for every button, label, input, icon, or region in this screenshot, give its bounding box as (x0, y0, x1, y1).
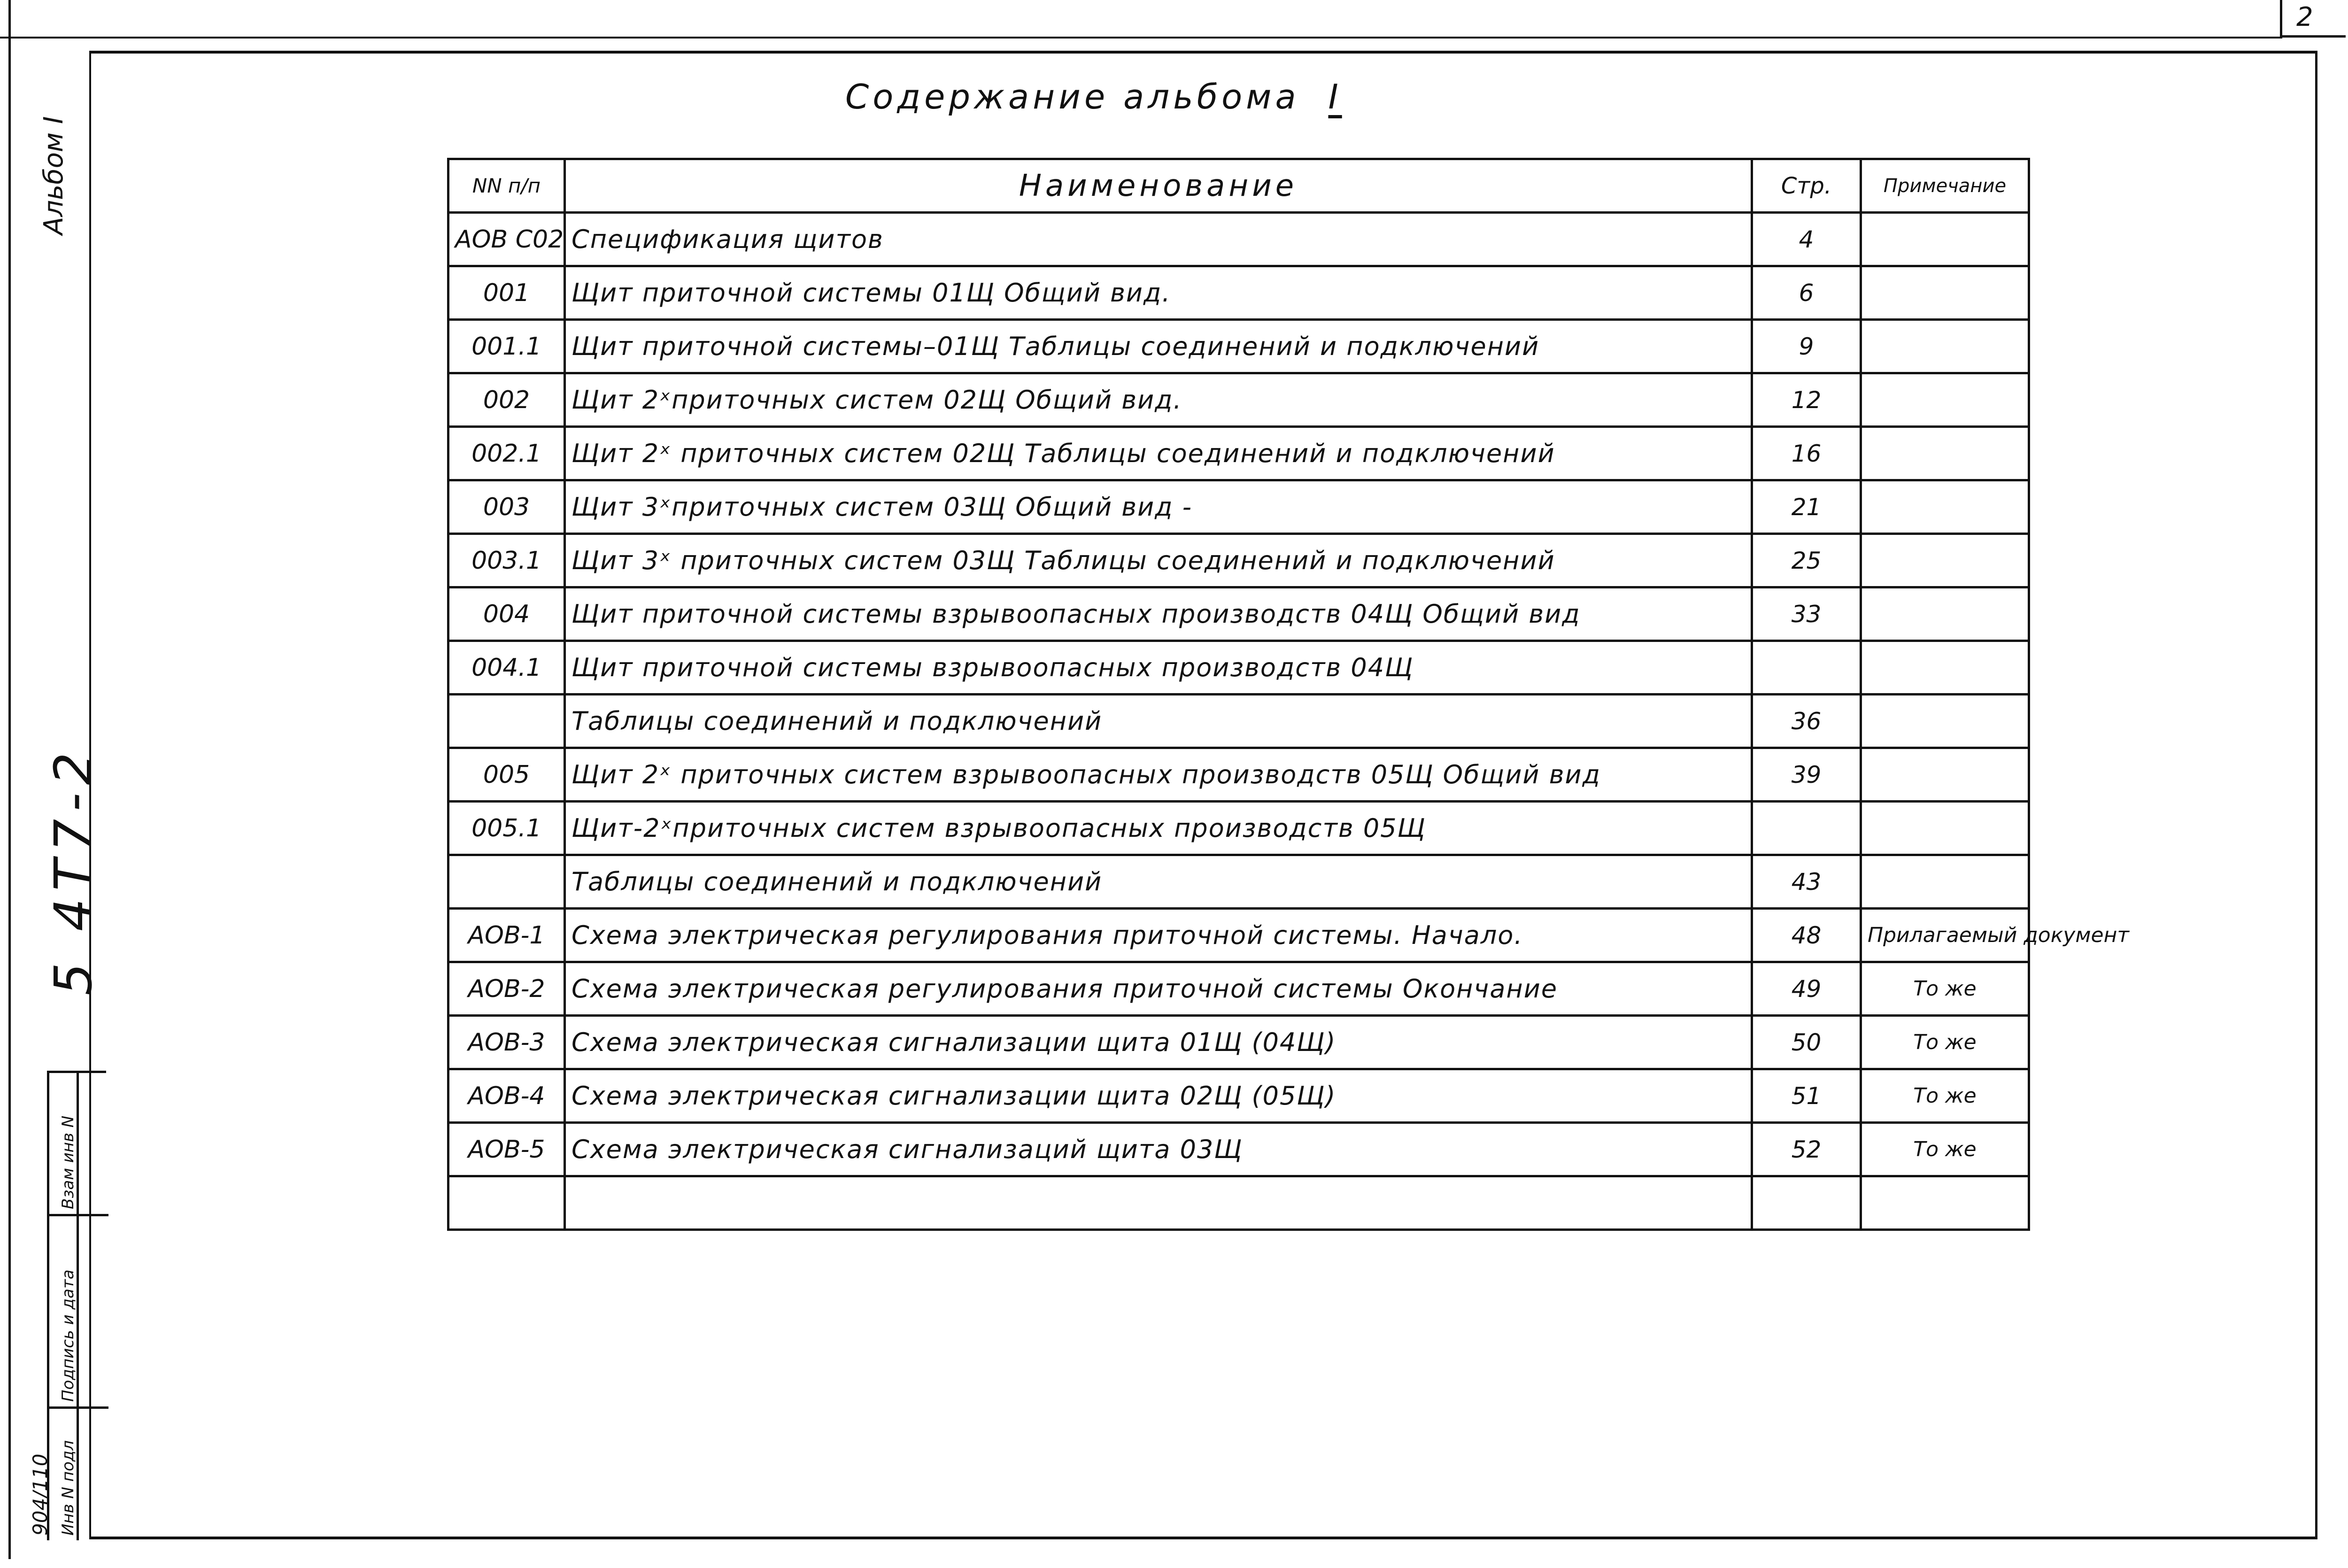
row-note (1861, 373, 2029, 427)
page-title (845, 77, 1342, 116)
table-row (448, 695, 2029, 748)
row-page: 21 (1752, 480, 1861, 534)
row-name: Таблицы соединений и подключений (565, 855, 1752, 909)
table-row (448, 748, 2029, 802)
row-note (1861, 320, 2029, 373)
row-number: АОВ-2 (448, 962, 565, 1016)
row-note (1861, 1176, 2029, 1230)
row-page: 48 (1752, 909, 1861, 962)
row-number: 001.1 (448, 320, 565, 373)
outer-left-line (8, 0, 11, 1559)
approval-stamp (29, 1071, 106, 1540)
row-number: 002 (448, 373, 565, 427)
row-page: 33 (1752, 587, 1861, 641)
table-row (448, 373, 2029, 427)
page-title-text: Содержание альбома (845, 77, 1300, 116)
row-note (1861, 748, 2029, 802)
stamp-divider (49, 1406, 108, 1409)
row-number: 002.1 (448, 427, 565, 480)
table-row (448, 1016, 2029, 1069)
row-note: То же (1861, 1123, 2029, 1176)
row-note (1861, 641, 2029, 695)
header-number: NN п/п (448, 159, 565, 213)
row-name: Схема электрическая сигнализации щита 01Щ (04Щ) (565, 1016, 1752, 1069)
row-name: Таблицы соединений и подключений (565, 695, 1752, 748)
table-header-row (448, 159, 2029, 213)
row-page: 52 (1752, 1123, 1861, 1176)
row-note (1861, 802, 2029, 855)
table-row (448, 962, 2029, 1016)
album-roman-number: I (1328, 77, 1342, 116)
row-page: 50 (1752, 1016, 1861, 1069)
row-name: Щит-2ˣприточных систем взрывоопасных производств 05Щ (565, 802, 1752, 855)
table-row (448, 641, 2029, 695)
row-number: АОВ-5 (448, 1123, 565, 1176)
row-page: 4 (1752, 213, 1861, 266)
stamp-inventory-value: 904/110 (29, 1453, 52, 1536)
table-row (448, 587, 2029, 641)
table-row (448, 1123, 2029, 1176)
row-page: 16 (1752, 427, 1861, 480)
row-number: 005 (448, 748, 565, 802)
row-number: АОВ-3 (448, 1016, 565, 1069)
row-page: 39 (1752, 748, 1861, 802)
row-name: Схема электрическая регулирования приточной системы Окончание (565, 962, 1752, 1016)
header-note: Примечание (1861, 159, 2029, 213)
row-page (1752, 802, 1861, 855)
document-code-side-label: 5 4Т7-2 (43, 745, 103, 996)
table-row (448, 1069, 2029, 1123)
stamp-label-signature: Подпись и дата (59, 1269, 77, 1402)
stamp-divider (49, 1214, 108, 1216)
stamp-label-inventory: Инв N подл (59, 1440, 77, 1536)
row-name: Схема электрическая сигнализации щита 02Щ (05Щ) (565, 1069, 1752, 1123)
row-number (448, 855, 565, 909)
row-name (565, 1176, 1752, 1230)
table-row (448, 534, 2029, 587)
table-row (448, 213, 2029, 266)
row-name: Схема электрическая сигнализаций щита 03Щ (565, 1123, 1752, 1176)
table-row (448, 855, 2029, 909)
row-number: 005.1 (448, 802, 565, 855)
row-note (1861, 587, 2029, 641)
row-name: Щит приточной системы–01Щ Таблицы соединений и подключений (565, 320, 1752, 373)
table-row (448, 1176, 2029, 1230)
row-note: Прилагаемый документ (1861, 909, 2029, 962)
row-note (1861, 427, 2029, 480)
row-note (1861, 480, 2029, 534)
header-page: Стр. (1752, 159, 1861, 213)
row-note (1861, 213, 2029, 266)
row-number (448, 1176, 565, 1230)
row-name: Щит приточной системы 01Щ Общий вид. (565, 266, 1752, 320)
row-page (1752, 641, 1861, 695)
row-note: То же (1861, 962, 2029, 1016)
contents-table (447, 158, 2129, 1231)
row-page: 6 (1752, 266, 1861, 320)
row-name: Щит 2ˣприточных систем 02Щ Общий вид. (565, 373, 1752, 427)
table-row (448, 427, 2029, 480)
row-page (1752, 1176, 1861, 1230)
row-number: 001 (448, 266, 565, 320)
row-name: Схема электрическая регулирования приточной системы. Начало. (565, 909, 1752, 962)
row-note (1861, 695, 2029, 748)
row-page: 25 (1752, 534, 1861, 587)
row-number: 003.1 (448, 534, 565, 587)
top-border-line (0, 37, 2282, 39)
table-row (448, 320, 2029, 373)
row-number: АОВ С02 (448, 213, 565, 266)
row-number (448, 695, 565, 748)
row-name: Щит 3ˣ приточных систем 03Щ Таблицы соединений и подключений (565, 534, 1752, 587)
row-note (1861, 266, 2029, 320)
table-row (448, 480, 2029, 534)
row-page: 9 (1752, 320, 1861, 373)
table-row (448, 802, 2029, 855)
row-note (1861, 534, 2029, 587)
row-name: Спецификация щитов (565, 213, 1752, 266)
stamp-label-replacement: Взам инв N (59, 1115, 77, 1209)
row-name: Щит 2ˣ приточных систем взрывоопасных производств 05Щ Общий вид (565, 748, 1752, 802)
table-row (448, 266, 2029, 320)
row-page: 49 (1752, 962, 1861, 1016)
row-number: АОВ-4 (448, 1069, 565, 1123)
row-name: Щит приточной системы взрывоопасных производств 04Щ (565, 641, 1752, 695)
row-number: АОВ-1 (448, 909, 565, 962)
row-name: Щит 3ˣприточных систем 03Щ Общий вид - (565, 480, 1752, 534)
row-number: 004.1 (448, 641, 565, 695)
row-number: 003 (448, 480, 565, 534)
album-side-label: Альбом I (39, 116, 69, 235)
row-note: То же (1861, 1069, 2029, 1123)
row-page: 51 (1752, 1069, 1861, 1123)
row-note: То же (1861, 1016, 2029, 1069)
row-note (1861, 855, 2029, 909)
row-name: Щит приточной системы взрывоопасных производств 04Щ Общий вид (565, 587, 1752, 641)
row-page: 12 (1752, 373, 1861, 427)
row-number: 004 (448, 587, 565, 641)
table-row (448, 909, 2029, 962)
sheet-number: 2 (2296, 2, 2313, 32)
row-page: 36 (1752, 695, 1861, 748)
row-page: 43 (1752, 855, 1861, 909)
header-name: Наименование (565, 159, 1752, 213)
row-name: Щит 2ˣ приточных систем 02Щ Таблицы соединений и подключений (565, 427, 1752, 480)
